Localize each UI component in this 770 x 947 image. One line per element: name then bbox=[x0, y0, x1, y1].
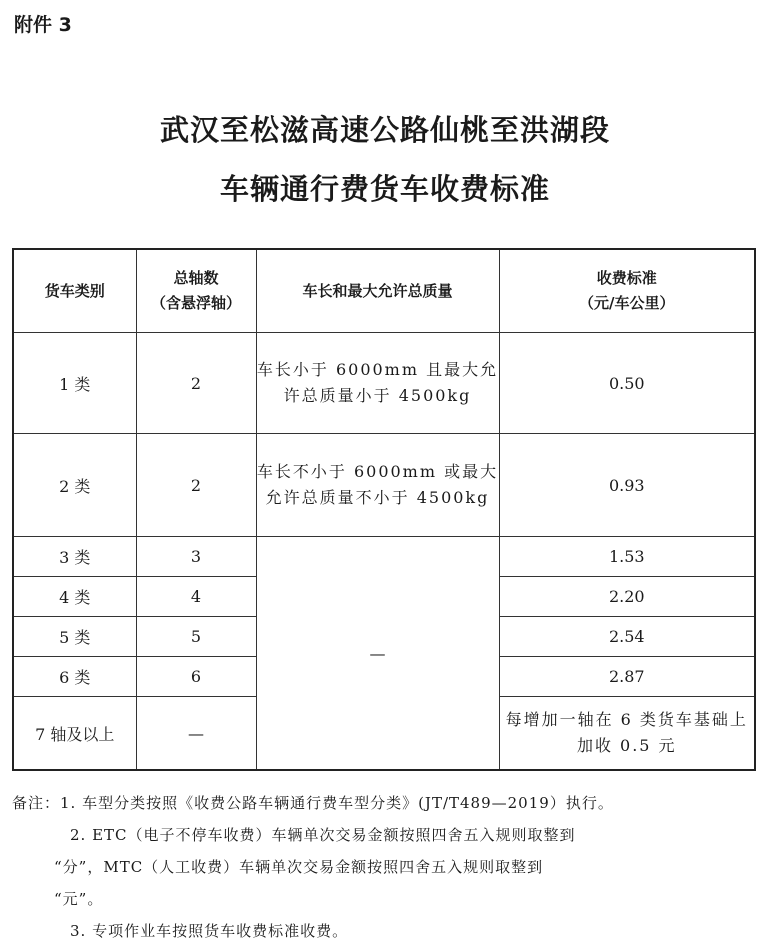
cell-category: 3 类 bbox=[13, 537, 136, 577]
header-rate-line2: （元/车公里） bbox=[579, 294, 675, 312]
toll-standard-table bbox=[12, 248, 756, 771]
notes-section bbox=[12, 787, 762, 947]
note-1: 备注：1. 车型分类按照《收费公路车辆通行费车型分类》(JT/T489—2019）执行。 bbox=[12, 794, 614, 812]
table-row bbox=[13, 434, 755, 537]
cell-category: 5 类 bbox=[13, 617, 136, 657]
cell-axles: 4 bbox=[136, 577, 256, 617]
cell-rate: 每增加一轴在 6 类货车基础上加收 0.5 元 bbox=[499, 697, 755, 771]
cell-axles: 5 bbox=[136, 617, 256, 657]
header-axles-line1: 总轴数 bbox=[173, 269, 219, 287]
attachment-label: 附件 3 bbox=[14, 14, 72, 36]
cell-category: 1 类 bbox=[13, 333, 136, 434]
header-rate-line1: 收费标准 bbox=[596, 269, 657, 287]
cell-category: 6 类 bbox=[13, 657, 136, 697]
cell-rate: 0.50 bbox=[499, 333, 755, 434]
note-2-line3: “元”。 bbox=[54, 890, 104, 908]
header-rate bbox=[499, 249, 755, 333]
cell-rate: 0.93 bbox=[499, 434, 755, 537]
header-category: 货车类别 bbox=[13, 249, 136, 333]
document-title-line1: 武汉至松滋高速公路仙桃至洪湖段 bbox=[159, 113, 610, 147]
cell-rate: 2.54 bbox=[499, 617, 755, 657]
table-row bbox=[13, 333, 755, 434]
cell-rate: 2.87 bbox=[499, 657, 755, 697]
note-2-line1: 2. ETC（电子不停车收费）车辆单次交易金额按照四舍五入规则取整到 bbox=[70, 826, 576, 844]
cell-category: 4 类 bbox=[13, 577, 136, 617]
cell-axles: — bbox=[136, 697, 256, 771]
table-row bbox=[13, 537, 755, 577]
table-header-row bbox=[13, 249, 755, 333]
document-title-line2: 车辆通行费货车收费标准 bbox=[219, 172, 550, 206]
cell-spec: 车长小于 6000mm 且最大允许总质量小于 4500kg bbox=[256, 333, 499, 434]
cell-axles: 2 bbox=[136, 333, 256, 434]
cell-rate: 1.53 bbox=[499, 537, 755, 577]
note-3: 3. 专项作业车按照货车收费标准收费。 bbox=[70, 922, 349, 940]
header-spec: 车长和最大允许总质量 bbox=[256, 249, 499, 333]
cell-spec: 车长不小于 6000mm 或最大允许总质量不小于 4500kg bbox=[256, 434, 499, 537]
cell-category: 2 类 bbox=[13, 434, 136, 537]
header-axles bbox=[136, 249, 256, 333]
cell-spec-merged: — bbox=[256, 537, 499, 771]
header-axles-line2: （含悬浮轴） bbox=[150, 294, 241, 312]
cell-category: 7 轴及以上 bbox=[13, 697, 136, 771]
cell-axles: 6 bbox=[136, 657, 256, 697]
cell-axles: 3 bbox=[136, 537, 256, 577]
cell-axles: 2 bbox=[136, 434, 256, 537]
note-2-line2: “分”，MTC（人工收费）车辆单次交易金额按照四舍五入规则取整到 bbox=[54, 858, 544, 876]
cell-rate: 2.20 bbox=[499, 577, 755, 617]
